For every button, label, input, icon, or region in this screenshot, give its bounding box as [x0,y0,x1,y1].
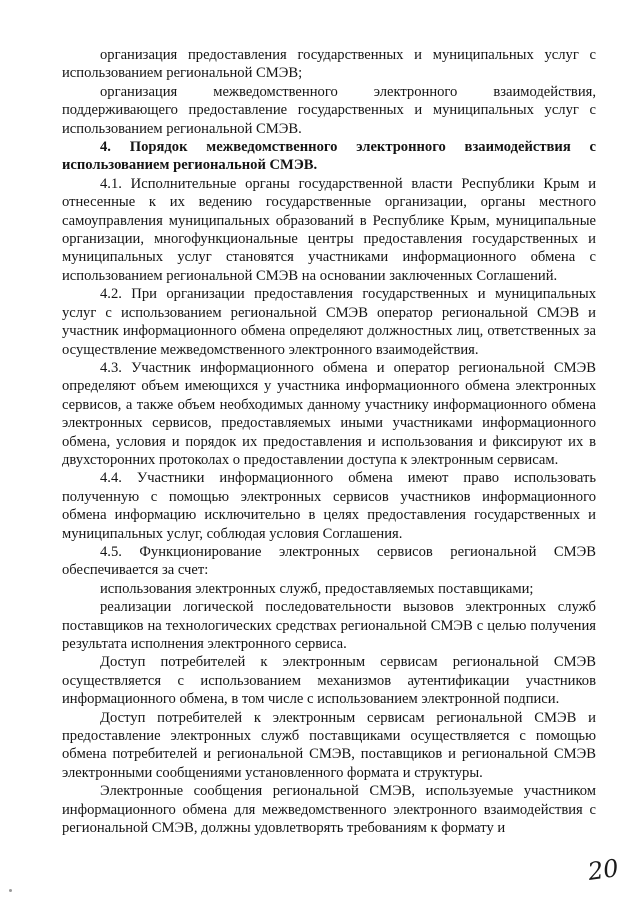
clause-4-1: 4.1. Исполнительные органы государственной власти Республики Крым и отнесенные к их ведению государственные организации, органы местного самоуправления муниципальных образований в Республике Крым, муниципальные организации, многофункциональные центры предоставления государственных и муниципальных услуг становятся участниками информационного обмена с использованием региональной СМЭВ на основании заключенных Соглашений. [62,175,596,284]
document-body [62,46,596,837]
paragraph: Доступ потребителей к электронным сервисам региональной СМЭВ и предоставление электронных служб поставщиками осуществляется с помощью обмена потребителей и региональной СМЭВ, поставщиков и региональной СМЭВ электронными сообщениями установленного формата и структуры. [62,709,596,781]
clause-4-4: 4.4. Участники информационного обмена имеют право использовать полученную с помощью электронных сервисов участников информационного обмена информацию исключительно в целях предоставления государственных и муниципальных услуг, соблюдая условия Соглашения. [62,470,596,542]
paragraph: Доступ потребителей к электронным сервисам региональной СМЭВ осуществляется с использованием механизмов аутентификации участников информационного обмена, в том числе с использованием электронной подписи. [62,654,596,708]
clause-4-2: 4.2. При организации предоставления государственных и муниципальных услуг с использованием региональной СМЭВ оператор региональной СМЭВ и участник информационного обмена определяют должностных лиц, ответственных за осуществление межведомственного электронного взаимодействия. [62,286,596,358]
clause-4-5: 4.5. Функционирование электронных сервисов региональной СМЭВ обеспечивается за счет: [62,543,596,579]
handwritten-page-number: 20 [586,854,621,886]
list-item: организация предоставления государственных и муниципальных услуг с использованием региональной СМЭВ; [62,47,596,82]
section-heading: 4. Порядок межведомственного электронного взаимодействия с использованием региональной СМЭВ. [62,139,596,174]
scan-speck [9,889,12,892]
list-item: организация межведомственного электронного взаимодействия, поддерживающего предоставление государственных и муниципальных услуг с использованием региональной СМЭВ. [62,83,596,137]
clause-4-3: 4.3. Участник информационного обмена и оператор региональной СМЭВ определяют объем имеющихся у участника информационного обмена электронных сервисов, а также объем необходимых данному участнику информационного обмена электронных сервисов, предоставляемых иными участниками информационного обмена, условия и порядок их предоставления и использования и фиксируют их в двухсторонних протоколах о предоставлении доступа к электронным сервисам. [62,359,596,468]
list-item: использования электронных служб, предоставляемых поставщиками; [100,580,534,597]
paragraph: Электронные сообщения региональной СМЭВ, используемые участником информационного обмена для межведомственного электронного взаимодействия с региональной СМЭВ, должны удовлетворять требованиям к формату и [62,783,596,837]
list-item: реализации логической последовательности вызовов электронных служб поставщиков на технологических средствах региональной СМЭВ с целью получения результата исполнения электронного сервиса. [62,599,596,652]
